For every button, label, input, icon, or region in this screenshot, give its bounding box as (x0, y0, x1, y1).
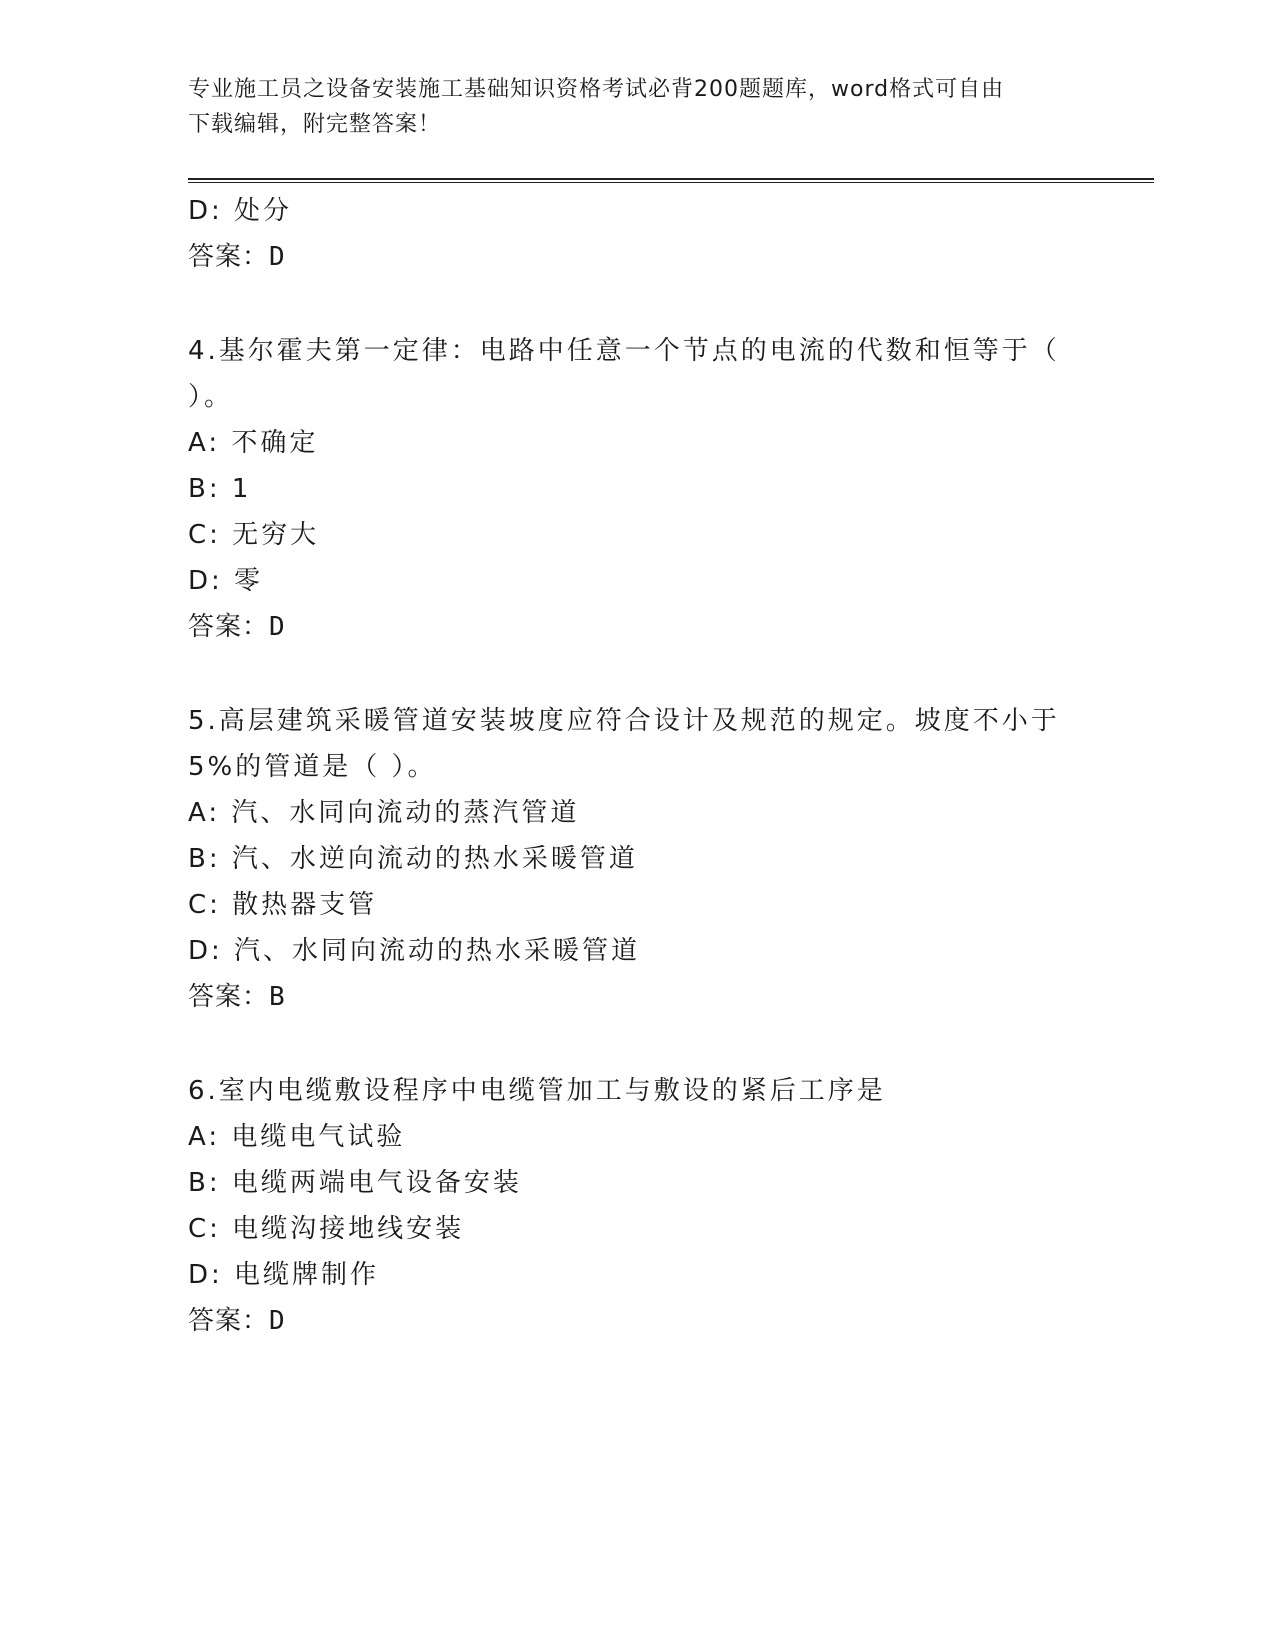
option-d: D: 汽、水同向流动的热水采暖管道 (188, 936, 641, 966)
question-title-line: 5%的管道是（ ）。 (188, 752, 437, 782)
question-6 (188, 1068, 1088, 1344)
question-title-line: ）。 (188, 382, 234, 412)
answer (188, 1298, 1088, 1344)
question-title-line: 4.基尔霍夫第一定律：电路中任意一个节点的电流的代数和恒等于（ (188, 336, 1060, 366)
answer-label: 答案： (188, 612, 270, 642)
prev-answer (188, 234, 1088, 280)
document-header (188, 72, 1088, 142)
spacer (188, 280, 1088, 328)
spacer (188, 650, 1088, 698)
question-4 (188, 328, 1088, 650)
option-d: D: 电缆牌制作 (188, 1260, 380, 1290)
header-divider (188, 178, 1154, 183)
option-c: C: 无穷大 (188, 520, 320, 550)
spacer (188, 1020, 1088, 1068)
question-title-line: 5.高层建筑采暖管道安装坡度应符合设计及规范的规定。坡度不小于 (188, 706, 1060, 736)
answer-label: 答案： (188, 982, 270, 1012)
option-b: B: 1 (188, 474, 252, 504)
answer-label: 答案： (188, 242, 270, 272)
option-c: C: 电缆沟接地线安装 (188, 1214, 465, 1244)
answer-value: D (269, 612, 286, 642)
option-a: A: 汽、水同向流动的蒸汽管道 (188, 798, 580, 828)
option-d: D: 零 (188, 566, 264, 596)
answer-label: 答案： (188, 1306, 270, 1336)
answer (188, 974, 1088, 1020)
question-5 (188, 698, 1088, 1020)
header-line-1: 专业施工员之设备安装施工基础知识资格考试必背200题题库，word格式可自由 (188, 77, 1005, 102)
answer-value: D (269, 1306, 286, 1336)
option-c: C: 散热器支管 (188, 890, 378, 920)
answer-value: D (269, 242, 286, 272)
answer-value: B (269, 982, 286, 1012)
question-title-line: 6.室内电缆敷设程序中电缆管加工与敷设的紧后工序是 (188, 1076, 886, 1106)
header-line-2: 下载编辑，附完整答案！ (188, 112, 442, 137)
answer (188, 604, 1088, 650)
option-a: A: 不确定 (188, 428, 319, 458)
option-b: B: 电缆两端电气设备安装 (188, 1168, 522, 1198)
option-a: A: 电缆电气试验 (188, 1122, 406, 1152)
option-b: B: 汽、水逆向流动的热水采暖管道 (188, 844, 638, 874)
prev-option-d: D: 处分 (188, 196, 293, 226)
question-content (188, 188, 1088, 1344)
